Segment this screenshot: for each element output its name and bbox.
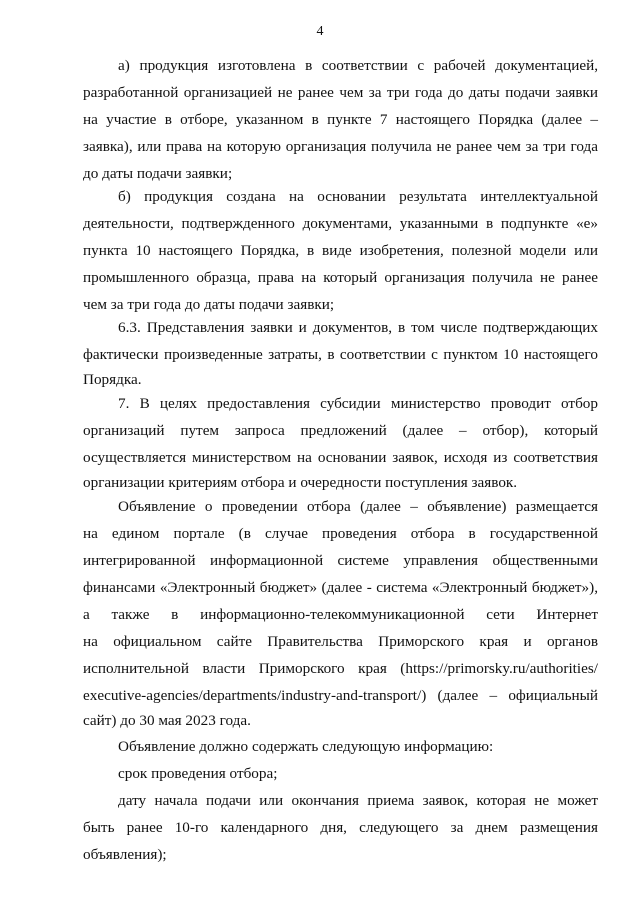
text-line: фактически произведенные затраты, в соответствии с пунктом 10 настоящего	[83, 346, 598, 363]
text-line: осуществляется министерством на основании заявок, исходя из соответствия	[83, 449, 598, 466]
text-line: организаций путем запроса предложений (далее – отбор), который	[83, 422, 598, 439]
text-line: Объявление должно содержать следующую информацию:	[118, 738, 494, 755]
text-line: Порядка.	[83, 371, 142, 388]
text-line: деятельности, подтвержденного документами, указанными в подпункте «е»	[83, 215, 598, 232]
text-line: а также в информационно-телекоммуникационной сети Интернет	[83, 606, 598, 623]
text-line: б) продукция создана на основании результата интеллектуальной	[118, 188, 598, 205]
text-line: 6.3. Представления заявки и документов, в том числе подтверждающих	[118, 319, 598, 336]
text-line: чем за три года до даты подачи заявки;	[83, 296, 335, 313]
text-line: интегрированной информационной системе управления общественными	[83, 552, 598, 569]
text-line: Объявление о проведении отбора (далее – объявление) размещается	[118, 498, 598, 515]
text-line: исполнительной власти Приморского края (https://primorsky.ru/authorities/	[83, 660, 598, 677]
text-line: организации критериям отбора и очередности поступления заявок.	[83, 474, 518, 491]
text-line: быть ранее 10-го календарного дня, следующего за днем размещения	[83, 819, 598, 836]
text-line: дату начала подачи или окончания приема заявок, которая не может	[118, 792, 598, 809]
text-line: до даты подачи заявки;	[83, 165, 233, 182]
text-line: объявления);	[83, 846, 167, 863]
text-line: 7. В целях предоставления субсидии министерство проводит отбор	[118, 395, 598, 412]
page-number: 4	[316, 24, 324, 39]
text-line: на участие в отборе, указанном в пункте 7 настоящего Порядка (далее –	[83, 111, 598, 128]
text-line: executive-agencies/departments/industry-and-transport/) (далее – официальный	[83, 687, 598, 704]
text-line: заявка), или права на которую организация получила не ранее чем за три года	[83, 138, 598, 155]
text-line: финансами «Электронный бюджет» (далее - система «Электронный бюджет»),	[83, 579, 598, 596]
text-line: разработанной организацией не ранее чем за три года до даты подачи заявки	[83, 84, 598, 101]
text-line: срок проведения отбора;	[118, 765, 278, 782]
text-line: промышленного образца, права на который организация получила не ранее	[83, 269, 598, 286]
text-line: на едином портале (в случае проведения отбора в государственной	[83, 525, 598, 542]
text-line: на официальном сайте Правительства Приморского края и органов	[83, 633, 598, 650]
text-line: сайт) до 30 мая 2023 года.	[83, 712, 251, 729]
text-line: пункта 10 настоящего Порядка, в виде изобретения, полезной модели или	[83, 242, 598, 259]
text-line: а) продукция изготовлена в соответствии с рабочей документацией,	[118, 57, 598, 74]
